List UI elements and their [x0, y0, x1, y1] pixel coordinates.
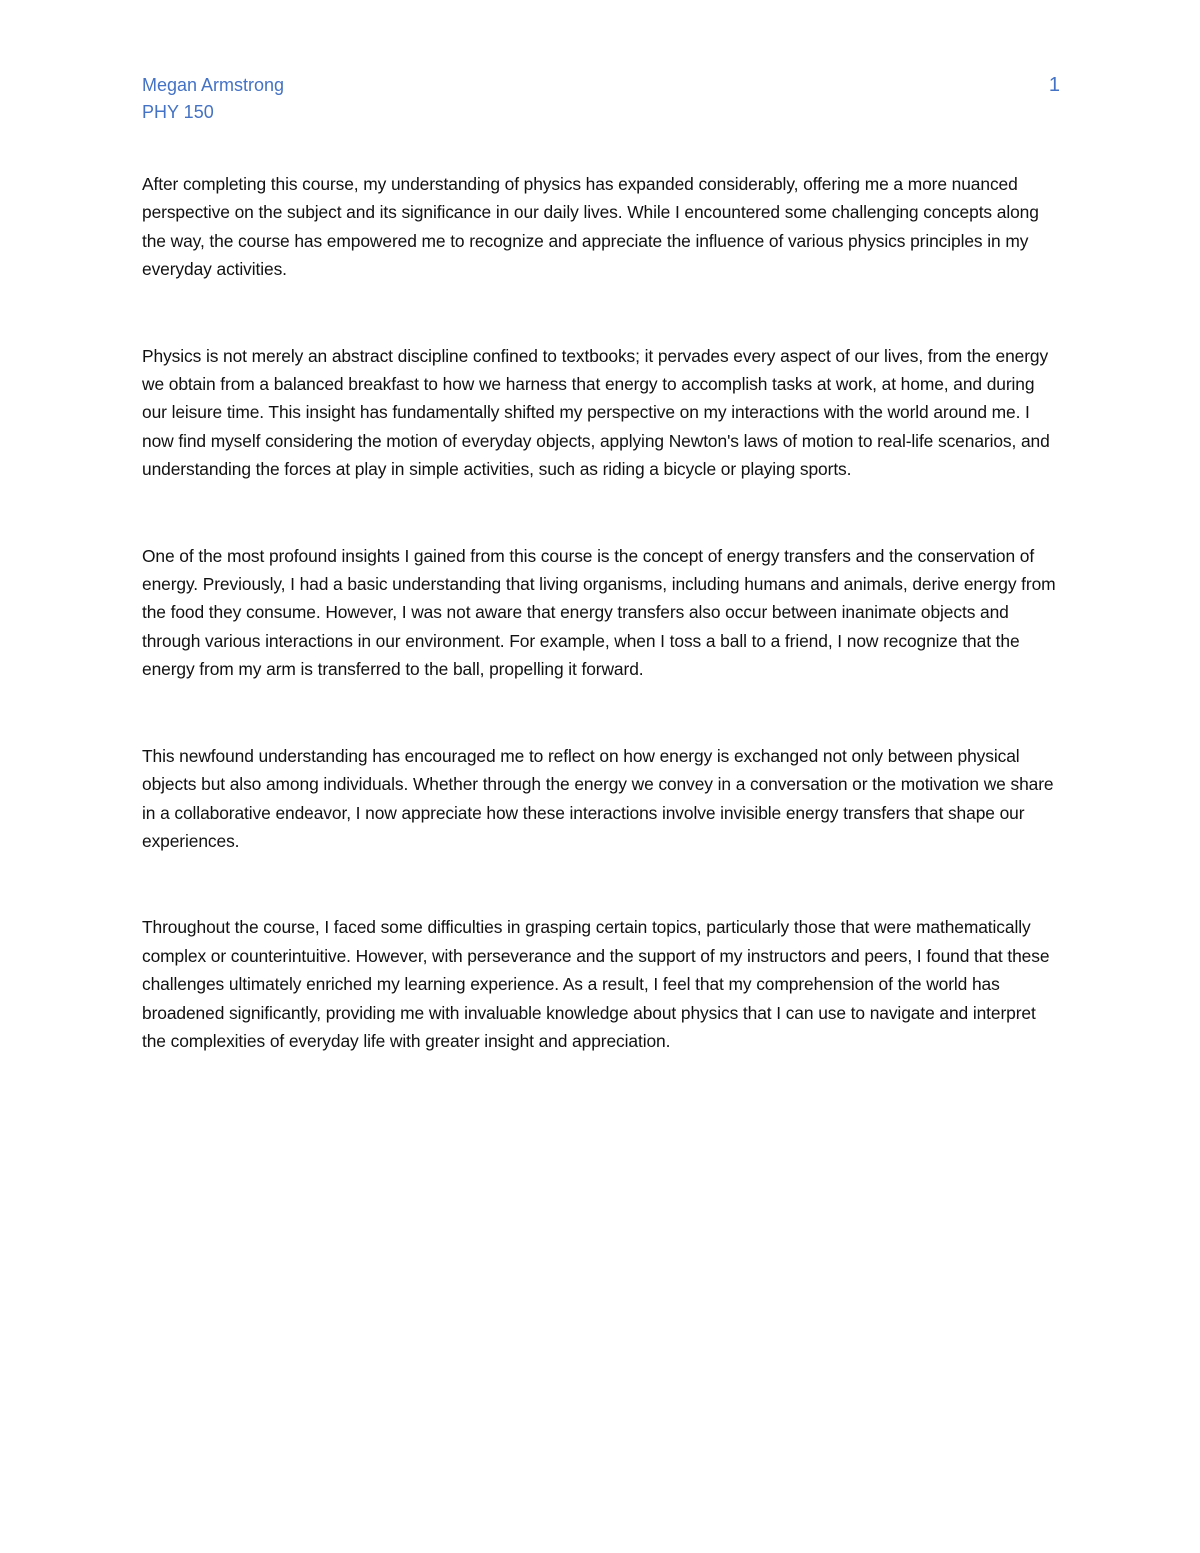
paragraph-2: Physics is not merely an abstract discipline confined to textbooks; it pervades every aspect of our lives, from the energy we obtain from a balanced breakfast to how we harness that energy to accomplish tasks at work, at home, and during our leisure time. This insight has fundamentally shifted my perspective on my interactions with the world around me. I now find myself considering the motion of everyday objects, applying Newton's laws of motion to real-life scenarios, and understanding the forces at play in simple activities, such as riding a bicycle or playing sports.	[142, 345, 1050, 480]
paragraph-1: After completing this course, my understanding of physics has expanded considerably, offering me a more nuanced perspective on the subject and its significance in our daily lives. While I encountered some challenging concepts along the way, the course has empowered me to recognize and appreciate the influence of various physics principles in my everyday activities.	[142, 174, 1039, 280]
author-name: Megan Armstrong	[142, 75, 285, 95]
paragraph-3: One of the most profound insights I gained from this course is the concept of energy transfers and the conservation of energy. Previously, I had a basic understanding that living organisms, including humans and animals, derive energy from the food they consume. However, I was not aware that energy transfers also occur between inanimate objects and through various interactions in our environment. For example, when I toss a ball to a friend, I now recognize that the energy from my arm is transferred to the ball, propelling it forward.	[142, 545, 1056, 680]
document-body	[142, 170, 1060, 1113]
course-code: PHY 150	[142, 102, 214, 122]
paragraph-4: This newfound understanding has encouraged me to reflect on how energy is exchanged not only between physical objects but also among individuals. Whether through the energy we convey in a conversation or the motivation we share in a collaborative endeavor, I now appreciate how these interactions involve invisible energy transfers that shape our experiences.	[142, 745, 1054, 851]
page-number: 1	[1048, 74, 1060, 96]
page-header	[142, 72, 1060, 132]
paragraph-5: Throughout the course, I faced some difficulties in grasping certain topics, particularly those that were mathematically complex or counterintuitive. However, with perseverance and the support of my instructors and peers, I found that these challenges ultimately enriched my learning experience. As a result, I feel that my comprehension of the world has broadened significantly, providing me with invaluable knowledge about physics that I can use to navigate and interpret the complexities of everyday life with greater insight and appreciation.	[142, 917, 1050, 1051]
